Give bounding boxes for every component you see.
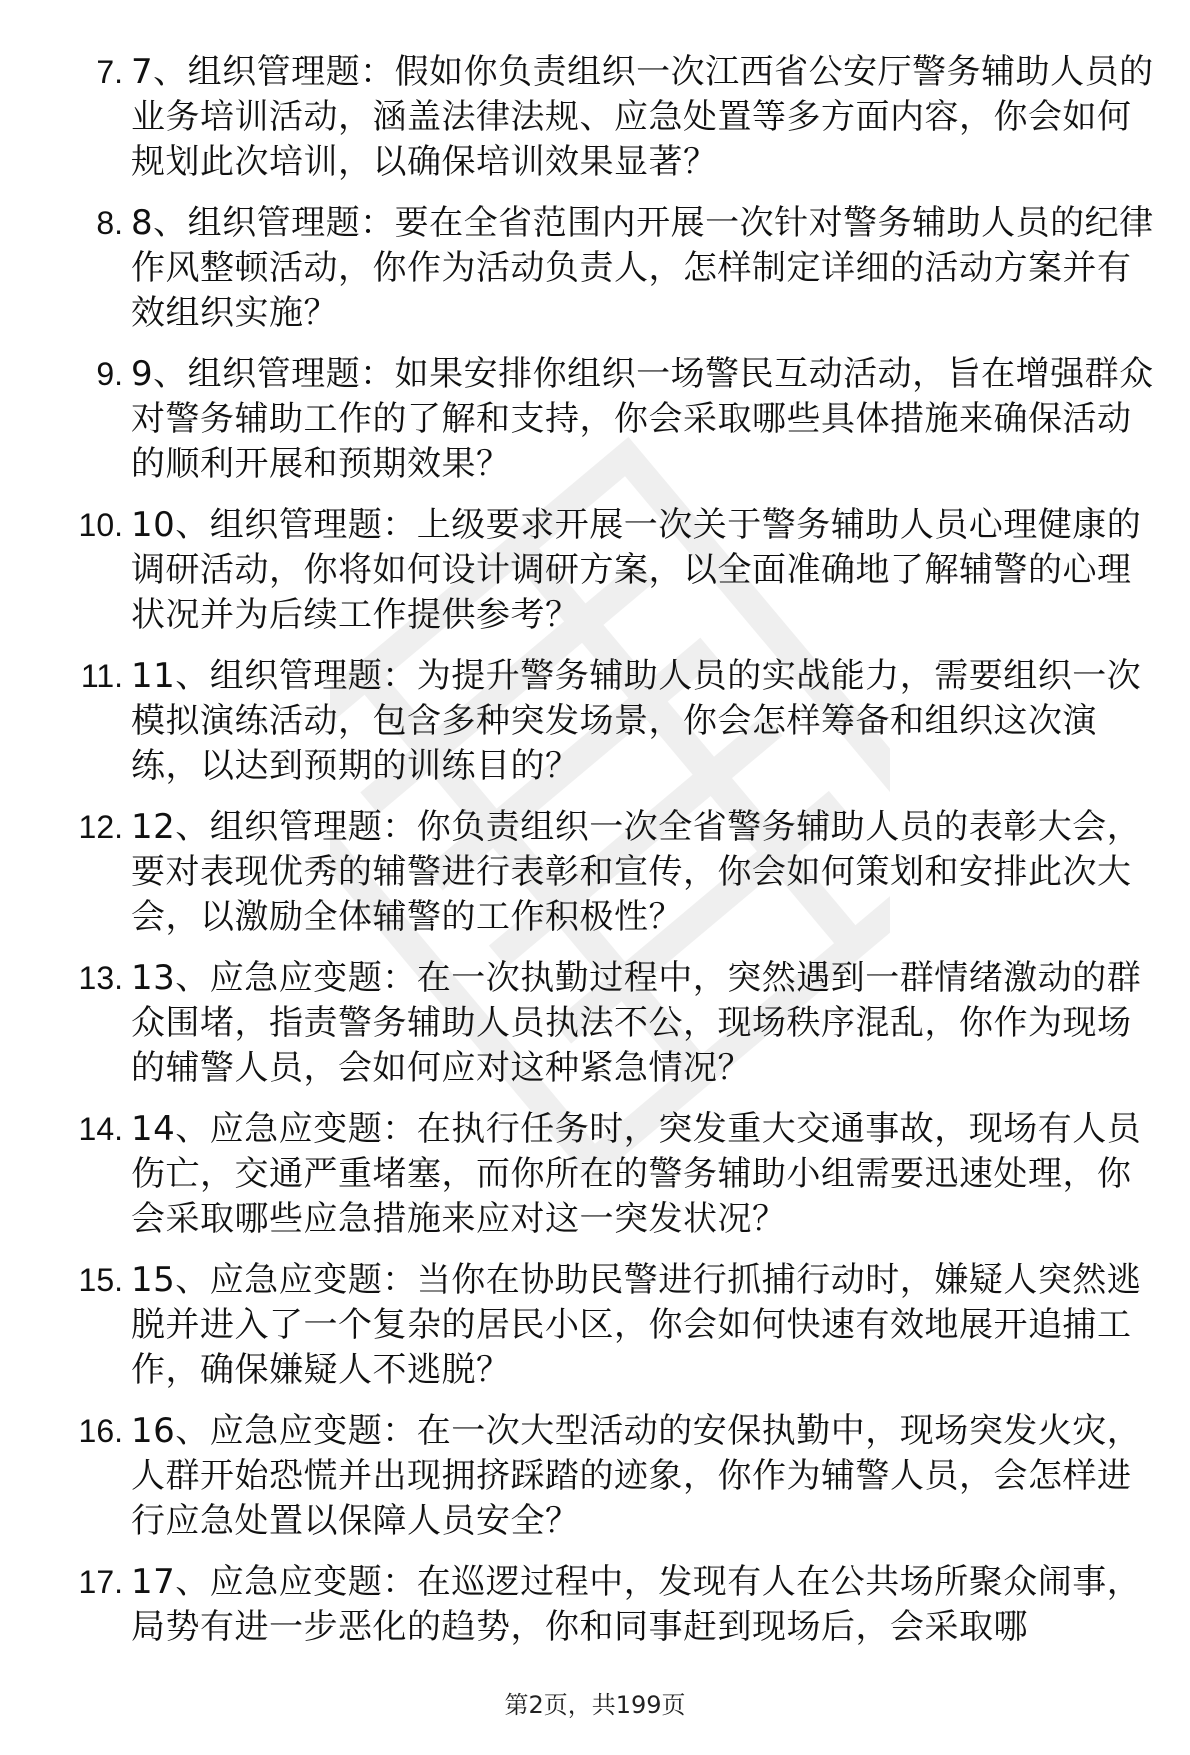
question-number: 11. (80, 658, 123, 694)
question-text: 14、应急应变题：在执行任务时，突发重大交通事故，现场有人员伤亡，交通严重堵塞，而你所在的警务辅助小组需要迅速处理，你会采取哪些应急措施来应对这一突发状况？ (131, 1109, 1142, 1239)
question-number: 12. (78, 809, 123, 845)
question-text: 17、应急应变题：在巡逻过程中，发现有人在公共场所聚众闹事，局势有进一步恶化的趋势，你和同事赶到现场后，会采取哪 (131, 1562, 1142, 1647)
question-number: 9. (96, 356, 123, 392)
question-item (60, 654, 1170, 805)
question-number: 17. (78, 1564, 123, 1600)
question-number: 8. (96, 205, 123, 241)
question-text: 12、组织管理题：你负责组织一次全省警务辅助人员的表彰大会，要对表现优秀的辅警进行表彰和宣传，你会如何策划和安排此次大会，以激励全体辅警的工作积极性？ (131, 807, 1142, 937)
question-item (60, 352, 1170, 503)
question-text: 16、应急应变题：在一次大型活动的安保执勤中，现场突发火灾，人群开始恐慌并出现拥挤踩踏的迹象，你作为辅警人员，会怎样进行应急处置以保障人员安全？ (131, 1411, 1142, 1541)
question-item (60, 805, 1170, 956)
question-text: 9、组织管理题：如果安排你组织一场警民互动活动，旨在增强群众对警务辅助工作的了解和支持，你会采取哪些具体措施来确保活动的顺利开展和预期效果？ (131, 354, 1154, 484)
question-number: 15. (78, 1262, 123, 1298)
question-item (60, 503, 1170, 654)
question-number: 10. (78, 507, 123, 543)
question-item (60, 1258, 1170, 1409)
question-number: 7. (96, 54, 123, 90)
question-item (60, 1560, 1170, 1711)
question-text: 8、组织管理题：要在全省范围内开展一次针对警务辅助人员的纪律作风整顿活动，你作为活动负责人，怎样制定详细的活动方案并有效组织实施？ (131, 203, 1154, 333)
question-item (60, 1107, 1170, 1258)
question-item (60, 1409, 1170, 1560)
question-number: 16. (78, 1413, 123, 1449)
question-text: 11、组织管理题：为提升警务辅助人员的实战能力，需要组织一次模拟演练活动，包含多种突发场景，你会怎样筹备和组织这次演练，以达到预期的训练目的？ (131, 656, 1142, 786)
question-text: 13、应急应变题：在一次执勤过程中，突然遇到一群情绪激动的群众围堵，指责警务辅助人员执法不公，现场秩序混乱，你作为现场的辅警人员，会如何应对这种紧急情况？ (131, 958, 1142, 1088)
question-item (60, 201, 1170, 352)
page-footer: 第2页，共199页 (504, 1691, 686, 1719)
question-item (60, 956, 1170, 1107)
question-text: 10、组织管理题：上级要求开展一次关于警务辅助人员心理健康的调研活动，你将如何设计调研方案，以全面准确地了解辅警的心理状况并为后续工作提供参考？ (131, 505, 1142, 635)
question-item (60, 50, 1170, 201)
question-text: 15、应急应变题：当你在协助民警进行抓捕行动时，嫌疑人突然逃脱并进入了一个复杂的居民小区，你会如何快速有效地展开追捕工作，确保嫌疑人不逃脱？ (131, 1260, 1142, 1390)
question-number: 14. (78, 1111, 123, 1147)
question-number: 13. (78, 960, 123, 996)
question-text: 7、组织管理题：假如你负责组织一次江西省公安厅警务辅助人员的业务培训活动，涵盖法律法规、应急处置等多方面内容，你会如何规划此次培训，以确保培训效果显著？ (131, 52, 1154, 182)
question-list (60, 50, 1170, 1711)
